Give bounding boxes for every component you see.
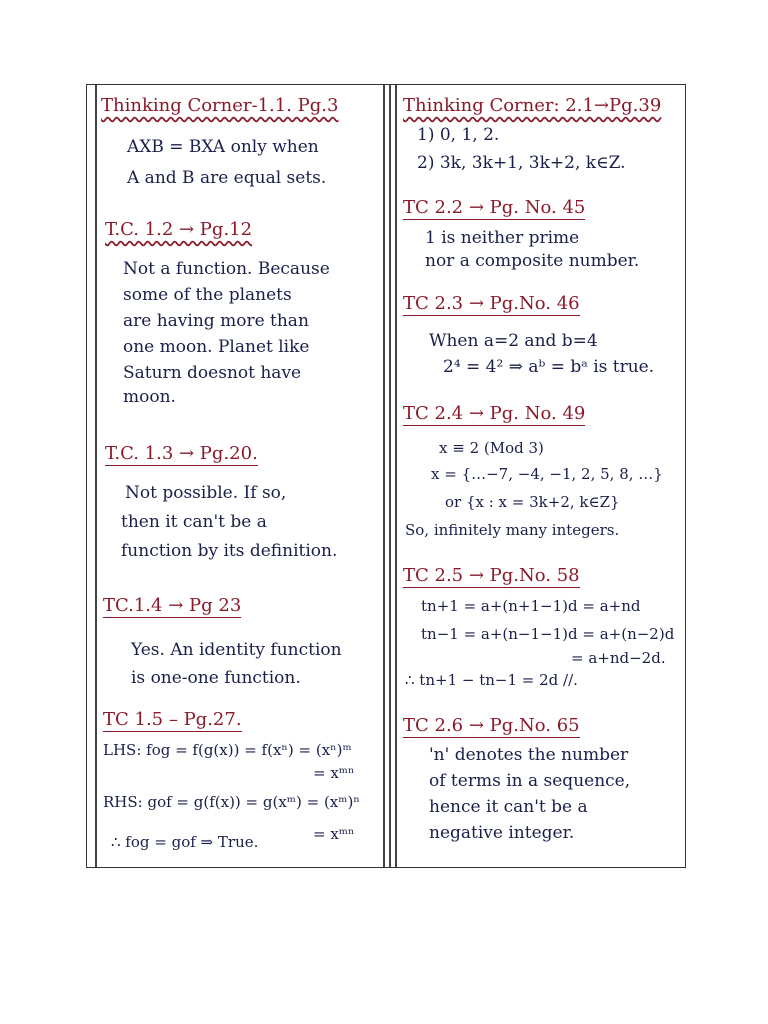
heading-tc-1-1: Thinking Corner-1.1. Pg.3 xyxy=(101,95,339,116)
text-line: A and B are equal sets. xyxy=(127,168,327,188)
text-line: x = {…−7, −4, −1, 2, 5, 8, …} xyxy=(431,465,663,483)
heading-tc-2-3: TC 2.3 → Pg.No. 46 xyxy=(403,293,580,314)
text-line: of terms in a sequence, xyxy=(429,771,631,791)
notes-sheet xyxy=(86,84,686,868)
column-divider xyxy=(389,85,391,867)
text-line: are having more than xyxy=(123,311,309,331)
heading-tc-1-3: T.C. 1.3 → Pg.20. xyxy=(105,443,258,464)
text-line: one moon. Planet like xyxy=(123,337,310,357)
heading-tc-2-5: TC 2.5 → Pg.No. 58 xyxy=(403,565,580,586)
text-line: is one-one function. xyxy=(131,668,301,688)
text-line: 2) 3k, 3k+1, 3k+2, k∈Z. xyxy=(417,153,626,173)
text-line: negative integer. xyxy=(429,823,575,843)
heading-tc-1-4: TC.1.4 → Pg 23 xyxy=(103,595,242,616)
text-line: function by its definition. xyxy=(121,541,338,561)
right-column xyxy=(399,85,685,867)
math-line: ∴ fog = gof ⇒ True. xyxy=(111,833,259,851)
text-line: 'n' denotes the number xyxy=(429,745,629,765)
text-line: Saturn doesnot have xyxy=(123,363,302,383)
text-line: or {x : x = 3k+2, k∈Z} xyxy=(445,493,620,511)
text-line: moon. xyxy=(123,387,176,407)
heading-tc-1-5: TC 1.5 – Pg.27. xyxy=(103,709,242,730)
left-column xyxy=(87,85,387,867)
text-line: AXB = BXA only when xyxy=(127,137,319,157)
math-line: tn−1 = a+(n−1−1)d = a+(n−2)d xyxy=(421,625,675,643)
math-line: = xᵐⁿ xyxy=(313,825,355,843)
text-line: x ≡ 2 (Mod 3) xyxy=(439,439,544,457)
heading-tc-2-2: TC 2.2 → Pg. No. 45 xyxy=(403,197,586,218)
heading-tc-2-4: TC 2.4 → Pg. No. 49 xyxy=(403,403,586,424)
math-line: = a+nd−2d. xyxy=(571,649,666,667)
text-line: hence it can't be a xyxy=(429,797,588,817)
text-line: nor a composite number. xyxy=(425,251,640,271)
text-line: 1 is neither prime xyxy=(425,228,580,248)
math-line: = xᵐⁿ xyxy=(313,764,355,782)
math-line: LHS: fog = f(g(x)) = f(xⁿ) = (xⁿ)ᵐ xyxy=(103,741,352,759)
math-line: RHS: gof = g(f(x)) = g(xᵐ) = (xᵐ)ⁿ xyxy=(103,793,360,811)
text-line: When a=2 and b=4 xyxy=(429,331,598,351)
text-line: Not possible. If so, xyxy=(125,483,287,503)
column-divider xyxy=(395,85,397,867)
text-line: then it can't be a xyxy=(121,512,267,532)
heading-tc-2-6: TC 2.6 → Pg.No. 65 xyxy=(403,715,580,736)
text-line: 2⁴ = 4² ⇒ aᵇ = bᵃ is true. xyxy=(443,357,655,377)
heading-tc-2-1: Thinking Corner: 2.1→Pg.39 xyxy=(403,95,662,116)
text-line: some of the planets xyxy=(123,285,292,305)
math-line: ∴ tn+1 − tn−1 = 2d //. xyxy=(405,671,578,689)
text-line: 1) 0, 1, 2. xyxy=(417,125,500,145)
text-line: Not a function. Because xyxy=(123,259,330,279)
heading-tc-1-2: T.C. 1.2 → Pg.12 xyxy=(105,219,253,240)
text-line: Yes. An identity function xyxy=(131,640,342,660)
math-line: tn+1 = a+(n+1−1)d = a+nd xyxy=(421,597,641,615)
text-line: So, infinitely many integers. xyxy=(405,521,620,539)
